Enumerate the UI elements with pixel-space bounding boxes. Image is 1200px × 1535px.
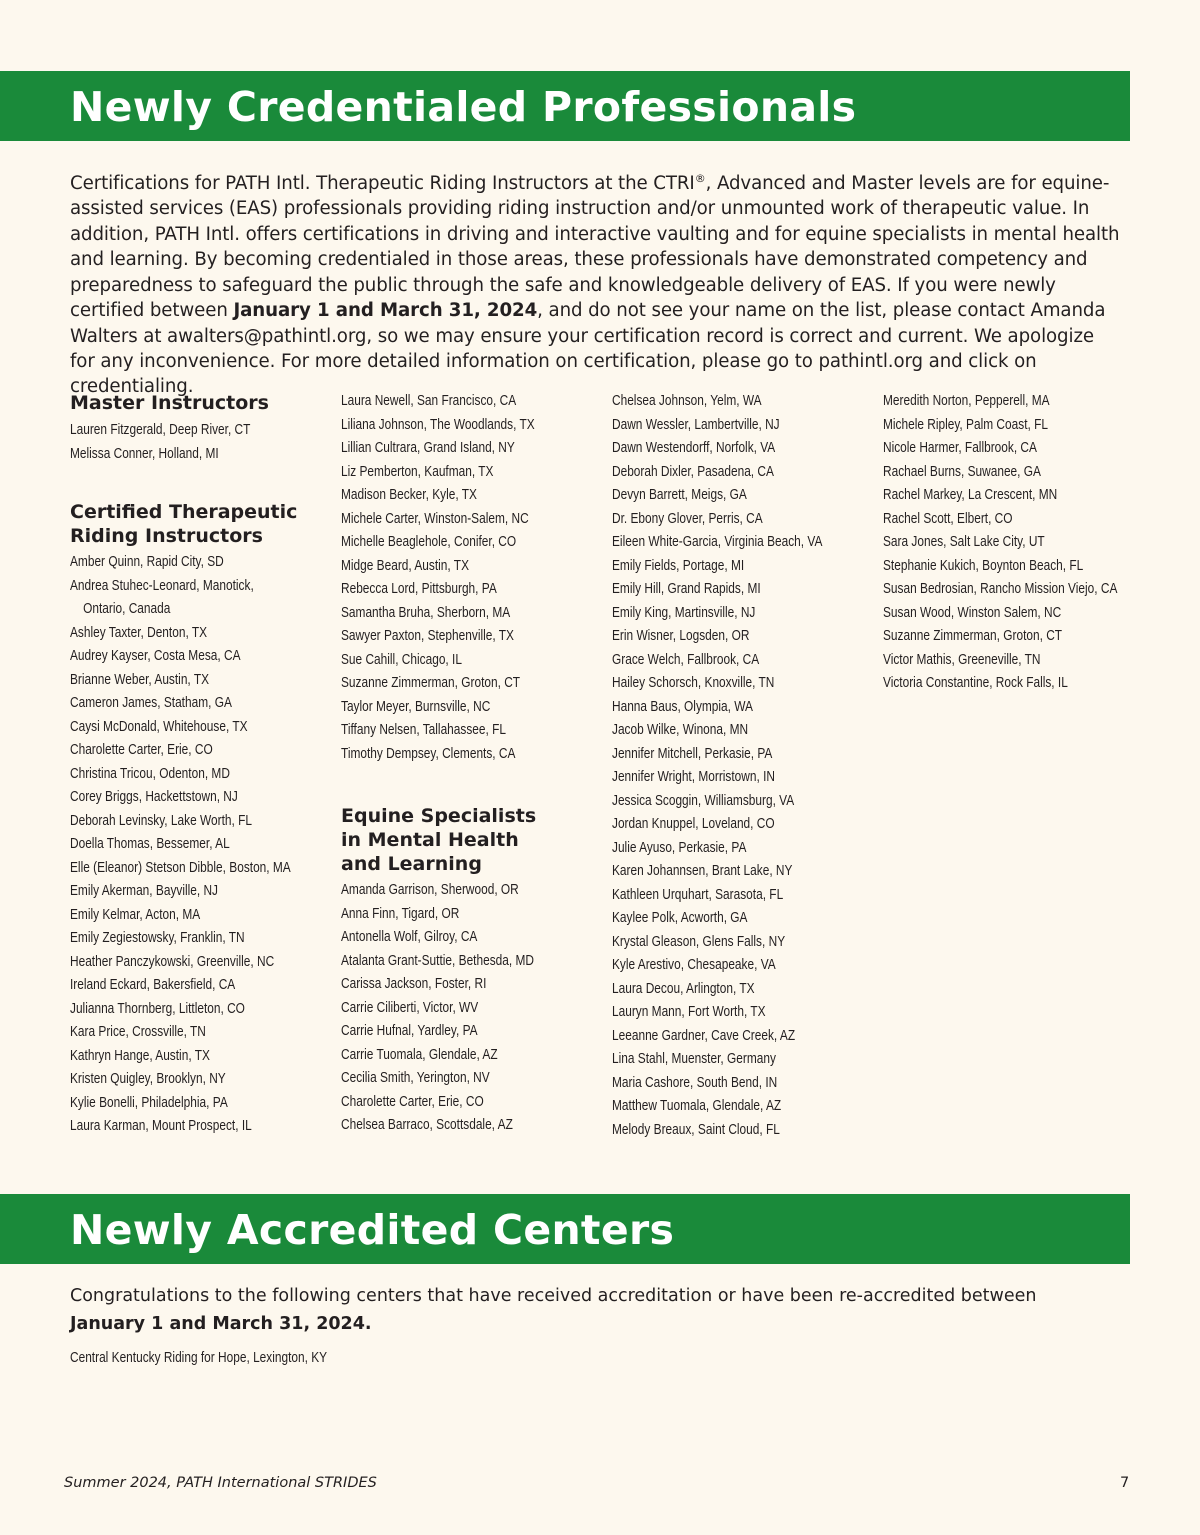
section-banner-credentialed [0,71,1130,141]
list-item: Emily Kelmar, Acton, MA [70,906,201,923]
accredited-date-range: January 1 and March 31, 2024. [70,1314,372,1334]
list-item: Rachael Burns, Suwanee, GA [883,463,1041,480]
list-item: Taylor Meyer, Burnsville, NC [341,698,491,715]
list-item: Tiffany Nelsen, Tallahassee, FL [341,722,507,738]
heading-master-instructors: Master Instructors [70,392,269,414]
footer-page-number: 7 [1120,1475,1130,1491]
list-item: Corey Briggs, Hackettstown, NJ [70,789,238,805]
list-item: Charolette Carter, Erie, CO [341,1093,484,1110]
list-item: Kristen Quigley, Brooklyn, NY [70,1071,226,1087]
list-item: Victor Mathis, Greeneville, TN [883,651,1041,668]
list-item: Caysi McDonald, Whitehouse, TX [70,718,248,735]
list-item: Laura Decou, Arlington, TX [612,980,755,997]
esmhl-list-column-4 [883,390,1118,696]
list-item: Melody Breaux, Saint Cloud, FL [612,1121,780,1138]
list-item: Andrea Stuhec-Leonard, Manotick, [70,577,254,594]
esmhl-list-column-2 [341,879,554,1138]
list-item: Christina Tricou, Odenton, MD [70,765,230,782]
list-item: Rachel Markey, La Crescent, MN [883,487,1058,503]
list-item: Rachel Scott, Elbert, CO [883,510,1013,527]
list-item: Atalanta Grant-Suttie, Bethesda, MD [341,952,534,969]
list-item: Dr. Ebony Glover, Perris, CA [612,510,763,527]
list-item: Emily Fields, Portage, MI [612,557,745,574]
list-item: Lillian Cultrara, Grand Island, NY [341,440,515,456]
list-item: Dawn Wessler, Lambertville, NJ [612,416,780,433]
list-item: Jennifer Mitchell, Perkasie, PA [612,745,773,762]
list-item: Audrey Kayser, Costa Mesa, CA [70,648,241,664]
list-item: Devyn Barrett, Meigs, GA [612,487,747,503]
section-title-accredited: Newly Accredited Centers [70,1206,675,1254]
ctri-list-column-1 [70,551,291,1139]
list-item: Carrie Hufnal, Yardley, PA [341,1023,478,1039]
list-item: Julie Ayuso, Perkasie, PA [612,839,747,856]
esmhl-list-column-3 [612,390,825,1142]
list-item: Victoria Constantine, Rock Falls, IL [883,675,1068,691]
list-item: Hailey Schorsch, Knoxville, TN [612,675,775,691]
list-item: Cameron James, Statham, GA [70,695,232,711]
list-item: Meredith Norton, Pepperell, MA [883,393,1050,409]
list-item: Eileen White-Garcia, Virginia Beach, VA [612,534,823,550]
list-item: Kaylee Polk, Acworth, GA [612,910,748,926]
list-item: Grace Welch, Fallbrook, CA [612,651,760,668]
list-item: Emily Akerman, Bayville, NJ [70,883,219,899]
list-item: Emily King, Martinsville, NJ [612,604,756,621]
list-item: Charolette Carter, Erie, CO [70,742,213,758]
list-item: Kyle Arestivo, Chesapeake, VA [612,957,776,973]
heading-esmhl-line3: and Learning [341,853,482,875]
heading-ctri [70,500,297,548]
list-item: Suzanne Zimmerman, Groton, CT [341,675,521,691]
list-item: Laura Karman, Mount Prospect, IL [70,1118,252,1134]
list-item: Timothy Dempsey, Clements, CA [341,745,516,762]
list-item: Kathleen Urquhart, Sarasota, FL [612,886,784,903]
list-item: Kara Price, Crossville, TN [70,1024,206,1040]
list-item: Lina Stahl, Muenster, Germany [612,1051,776,1067]
list-item: Deborah Dixler, Pasadena, CA [612,463,774,480]
section-title-credentialed: Newly Credentialed Professionals [70,83,857,131]
list-item: Chelsea Johnson, Yelm, WA [612,393,762,409]
registered-mark: ® [694,172,706,185]
list-item: Karen Johannsen, Brant Lake, NY [612,863,793,879]
list-item: Kylie Bonelli, Philadelphia, PA [70,1094,228,1111]
list-item: Doella Thomas, Bessemer, AL [70,836,230,852]
list-item: Michele Ripley, Palm Coast, FL [883,416,1048,433]
list-item: Ontario, Canada [83,601,171,617]
list-item: Susan Bedrosian, Rancho Mission Viejo, CA [883,581,1118,597]
heading-ctri-line1: Certified Therapeutic [70,501,298,523]
list-item: Maria Cashore, South Bend, IN [612,1074,778,1091]
list-item: Erin Wisner, Logsden, OR [612,628,750,644]
list-item: Emily Zegiestowsky, Franklin, TN [70,930,245,946]
list-item: Deborah Levinsky, Lake Worth, FL [70,812,252,829]
list-item: Hanna Baus, Olympia, WA [612,698,753,715]
list-item: Sawyer Paxton, Stephenville, TX [341,628,514,644]
list-item: Julianna Thornberg, Littleton, CO [70,1000,245,1017]
list-item: Liliana Johnson, The Woodlands, TX [341,416,535,433]
list-item: Matthew Tuomala, Glendale, AZ [612,1098,782,1114]
list-item: Nicole Harmer, Fallbrook, CA [883,440,1037,456]
heading-ctri-line2: Riding Instructors [70,525,263,547]
list-item: Samantha Bruha, Sherborn, MA [341,604,511,621]
list-item: Elle (Eleanor) Stetson Dibble, Boston, MA [70,859,291,876]
list-item: Rebecca Lord, Pittsburgh, PA [341,581,497,597]
list-item: Jacob Wilke, Winona, MN [612,722,749,738]
list-item: Madison Becker, Kyle, TX [341,487,477,503]
list-item: Leeanne Gardner, Cave Creek, AZ [612,1027,796,1044]
list-item: Suzanne Zimmerman, Groton, CT [883,628,1063,644]
list-item: Amanda Garrison, Sherwood, OR [341,882,519,898]
list-item: Jessica Scoggin, Williamsburg, VA [612,792,795,809]
list-item: Anna Finn, Tigard, OR [341,905,460,922]
list-item: Ashley Taxter, Denton, TX [70,624,208,641]
list-item: Kathryn Hange, Austin, TX [70,1047,210,1064]
list-item: Brianne Weber, Austin, TX [70,671,210,688]
list-item: Ireland Eckard, Bakersfield, CA [70,977,236,993]
list-item: Michelle Beaglehole, Conifer, CO [341,534,517,550]
list-item: Heather Panczykowski, Greenville, NC [70,953,275,970]
list-item: Jordan Knuppel, Loveland, CO [612,816,775,832]
list-item: Jennifer Wright, Morristown, IN [612,769,775,785]
list-item: Melissa Conner, Holland, MI [70,445,219,462]
footer-publication: Summer 2024, PATH International STRIDES [64,1475,377,1491]
master-instructors-list [70,419,283,466]
intro-date-range: January 1 and March 31, 2024 [233,300,538,322]
list-item: Chelsea Barraco, Scottsdale, AZ [341,1117,513,1133]
ctri-list-column-2 [341,390,554,766]
heading-esmhl-line1: Equine Specialists [341,805,537,827]
list-item: Cecilia Smith, Yerington, NV [341,1070,490,1086]
accredited-center-item: Central Kentucky Riding for Hope, Lexington, KY [70,1350,328,1366]
list-item: Emily Hill, Grand Rapids, MI [612,581,761,597]
list-item: Liz Pemberton, Kaufman, TX [341,463,494,480]
credentialed-intro-paragraph [70,166,1120,400]
list-item: Amber Quinn, Rapid City, SD [70,554,224,570]
list-item: Dawn Westendorff, Norfolk, VA [612,440,776,456]
list-item: Krystal Gleason, Glens Falls, NY [612,933,786,950]
list-item: Antonella Wolf, Gilroy, CA [341,929,478,945]
list-item: Midge Beard, Austin, TX [341,557,470,574]
section-banner-accredited [0,1194,1130,1264]
list-item: Lauren Fitzgerald, Deep River, CT [70,422,251,438]
intro-text-a: Certifications for PATH Intl. Therapeutic Riding Instructors at the CTRI [70,173,695,195]
heading-esmhl-line2: in Mental Health [341,829,519,851]
list-item: Sue Cahill, Chicago, IL [341,651,462,668]
intro-text-b: , Advanced and Master levels are for equine-assisted services (EAS) professionals providing riding instruction and/or unmounted work of therapeutic value. In addition, PATH Intl. offers certifications in driving and interactive vaulting and for equine specialists in mental health and learning. By becoming credentialed in those areas, these professionals have demonstrated competency and preparedness to safeguard the public through the safe and knowledgeable delivery of EAS. If you were newly certified between [70,173,1120,322]
list-item: Michele Carter, Winston-Salem, NC [341,510,529,527]
list-item: Stephanie Kukich, Boynton Beach, FL [883,557,1084,574]
accredited-intro-text: Congratulations to the following centers that have received accreditation or have been re-accredited between [70,1286,1037,1306]
accredited-intro-paragraph [70,1282,1070,1338]
list-item: Carissa Jackson, Foster, RI [341,976,487,992]
list-item: Carrie Tuomala, Glendale, AZ [341,1046,498,1063]
list-item: Susan Wood, Winston Salem, NC [883,604,1062,621]
list-item: Laura Newell, San Francisco, CA [341,393,517,409]
heading-esmhl [341,804,536,876]
list-item: Carrie Ciliberti, Victor, WV [341,999,479,1016]
list-item: Sara Jones, Salt Lake City, UT [883,534,1045,550]
intro-text-c: , and do not see your name on the list, please contact Amanda Walters at awalters@pathintl.org, so we may ensure your certification record is correct and current. We apologize for any inconvenience. For more detailed information on certification, please go to pathintl.org and click on credentialing. [70,300,1106,398]
list-item: Lauryn Mann, Fort Worth, TX [612,1004,766,1020]
